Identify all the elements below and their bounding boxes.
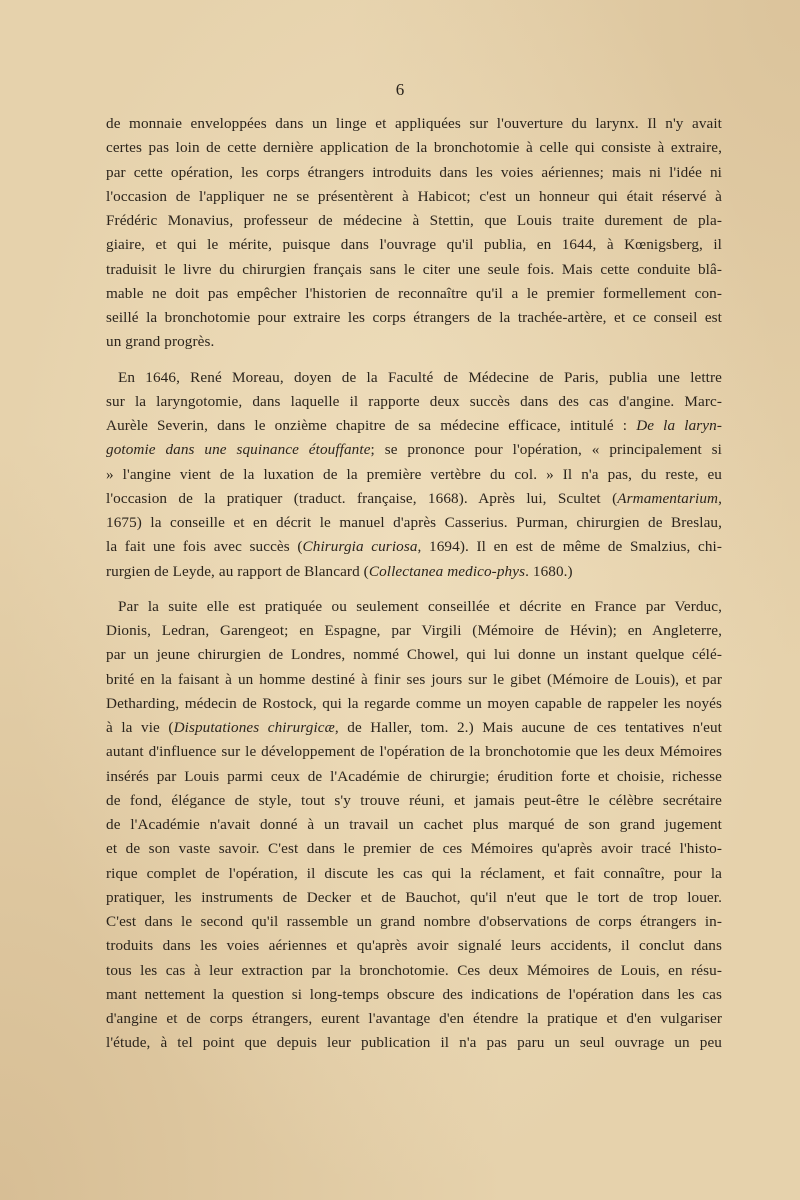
text-run: ; se prononce pour l'opération, « principalement si [370,441,722,459]
text-line: certes pas loin de cette dernière application de la bronchotomie à celle qui consiste à extraire, [106,139,722,157]
text-line [106,487,722,511]
page-number: 6 [395,80,405,99]
text-line: 1675) la conseille et en décrit le manuel d'après Casserius. Purman, chirurgien de Breslau, [106,514,722,531]
text-line: l'occasion de l'appliquer ne se présentèrent à Habicot; c'est un honneur qui était réservé à [106,187,722,205]
text-run: la fait une fois avec succès ( [106,538,303,556]
text-run: à la vie ( [106,719,174,736]
text-line: troduits dans les voies aériennes et qu'après avoir signalé leurs accidents, il conclut dans [106,937,722,955]
text-line: En 1646, René Moreau, doyen de la Faculté de Médecine de Paris, publia une lettre [118,368,722,386]
text-line: tous les cas à leur extraction par la bronchotomie. Ces deux Mémoires de Louis, en résu- [106,961,722,979]
text-line: Dionis, Ledran, Garengeot; en Espagne, par Virgili (Mémoire de Hévin); en Angleterre, [106,622,722,639]
italic-title: Disputationes chirurgicæ [173,719,335,736]
text-line: pratiquer, les instruments de Decker et de Bauchot, qu'il n'eut que le tort de trop louer. [106,888,722,906]
text-line: par cette opération, les corps étrangers introduits dans les voies aériennes; mais ni l'idée ni [106,163,722,181]
text-line: brité en la faisant à un homme destiné à finir ses jours sur le gibet (Mémoire de Louis), et par [106,670,722,688]
text-line: traduisit le livre du chirurgien français sans le citer une seule fois. Mais cette conduite blâ- [106,260,722,278]
text-line: de fond, élégance de style, tout s'y trouve réuni, et jamais peut-être le célèbre secrétaire [106,791,722,809]
text-line: mable ne doit pas empêcher l'historien de reconnaître qu'il a le premier formellement con- [106,284,722,302]
text-line: C'est dans le second qu'il rassemble un grand nombre d'observations de corps étrangers in- [106,913,722,930]
text-line: par un jeune chirurgien de Londres, nommé Chowel, qui lui donne un instant quelque célé- [106,646,722,664]
text-line: » l'angine vient de la luxation de la première vertèbre du col. » Il n'a pas, du reste, eu [106,465,722,483]
text-line: giaire, et qui le mérite, puisque dans l'ouvrage qu'il publia, en 1644, à Kœnigsberg, il [106,236,722,254]
text-line: Detharding, médecin de Rostock, qui la regarde comme un moyen capable de rappeler les noyés [106,694,722,712]
text-line: sur la laryngotomie, dans laquelle il rapporte deux succès dans des cas d'angine. Marc- [106,392,722,410]
text-line [106,438,722,462]
text-line: rique complet de l'opération, il discute les cas qui la réclament, et fait connaître, pour la [106,864,722,882]
text-line: un grand progrès. [106,333,215,351]
text-line [106,414,722,438]
italic-title: De la laryn- [636,417,722,434]
text-run: Aurèle Severin, dans le onzième chapitre de sa médecine efficace, intitulé : [106,417,637,434]
text-line [106,535,722,559]
text-line: l'étude, à tel point que depuis leur publication il n'a pas paru un seul ouvrage un peu [106,1034,722,1052]
text-line: Frédéric Monavius, professeur de médecine à Stettin, que Louis traite durement de pla- [106,212,722,229]
italic-title: Chirurgia curiosa [302,538,418,556]
text-line: Par la suite elle est pratiquée ou seulement conseillée et décrite en France par Verduc, [118,597,722,615]
text-run: , de Haller, tom. 2.) Mais aucune de ces tentatives n'eut [334,719,722,736]
text-line [106,716,722,740]
text-line [106,560,722,584]
text-run: , [718,489,722,507]
text-line: mant nettement la question si long-temps obscure des indications de l'opération dans les cas [106,985,722,1003]
text-line: insérés par Louis parmi ceux de l'Académie de chirurgie; érudition forte et choisie, richesse [106,767,722,785]
text-line: autant d'influence sur le développement de l'opération de la bronchotomie que les deux Mémoires [106,743,722,761]
paragraph-3 [106,595,722,1056]
italic-title: gotomie dans une squinance étouffante [106,441,371,459]
italic-title: Collectanea medico-phys [368,562,526,580]
text-line: de l'Académie n'avait donné à un travail un cachet plus marqué de son grand jugement [106,816,722,833]
text-line: de monnaie enveloppées dans un linge et appliquées sur l'ouverture du larynx. Il n'y avait [106,115,722,132]
body-text [106,112,722,1056]
text-run: rurgien de Leyde, au rapport de Blancard ( [106,562,369,580]
text-run: l'occasion de la pratiquer (traduct. française, 1668). Après lui, Scultet ( [106,489,618,507]
paragraph-1 [106,112,722,355]
italic-title: Armamentarium [617,489,719,507]
text-line: et de son vaste savoir. C'est dans le premier de ces Mémoires qu'après avoir tracé l'histo- [106,840,722,858]
text-run: , 1694). Il en est de même de Smalzius, chi- [417,538,722,556]
text-line: d'angine et de corps étrangers, eurent l'avantage d'en étendre la pratique et d'en vulgariser [106,1010,722,1027]
text-run: . 1680.) [525,562,573,580]
paragraph-2 [106,366,722,584]
text-line: seillé la bronchotomie pour extraire les corps étrangers de la trachée-artère, et ce conseil est [106,309,722,326]
